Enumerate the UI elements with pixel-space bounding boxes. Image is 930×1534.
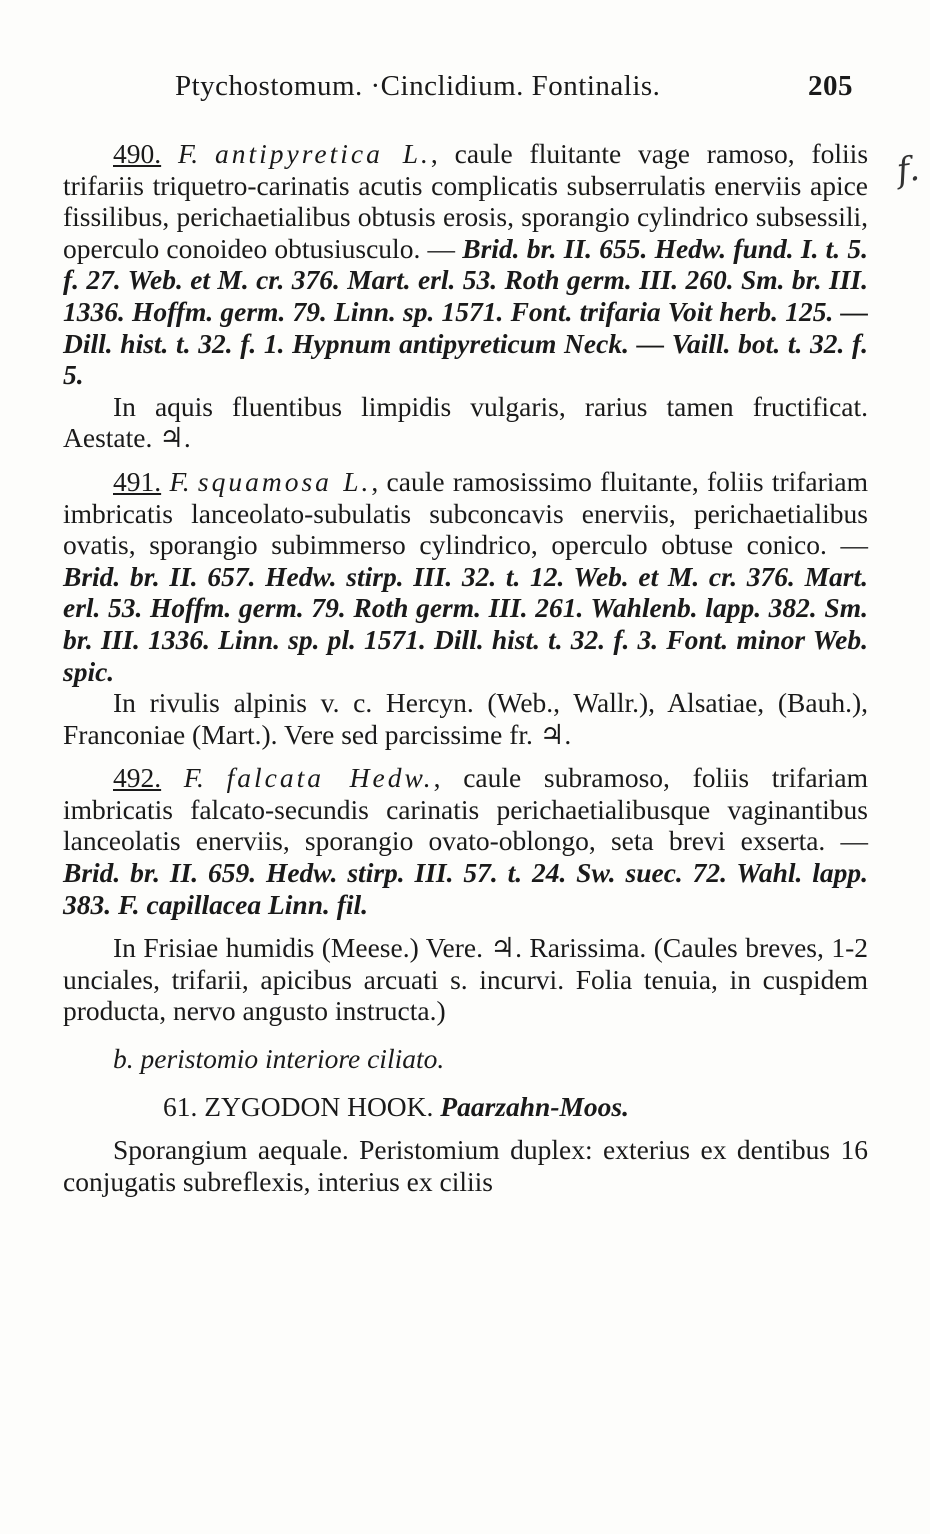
genus-vernacular: Paarzahn-Moos. (440, 1090, 630, 1122)
running-header (175, 70, 875, 103)
references: Brid. br. II. 657. Hedw. stirp. III. 32. t. 12. Web. et M. cr. 376. Mart. erl. 53. Hoffm. germ. 79. Roth germ. III. 261. Wahlenb. lapp. 382. Sm. br. III. 1336. Linn. sp. pl. 1571. Dill. hist. t. 32. f. 3. Font. minor Web. spic. (63, 560, 868, 687)
subsection-heading: b. peristomio interiore ciliato. (113, 1043, 445, 1075)
species-name: squamosa L. (197, 465, 372, 497)
page-body (63, 138, 868, 1197)
references: Brid. br. II. 659. Hedw. stirp. III. 57. t. 24. Sw. suec. 72. Wahl. lapp. 383. F. capillacea Linn. fil. (63, 857, 868, 920)
references: Brid. br. II. 655. Hedw. fund. I. t. 5. f. 27. Web. et M. cr. 376. Mart. erl. 53. Roth germ. III. 260. Sm. br. III. 1336. Hoffm. germ. 79. Linn. sp. 1571. Font. trifaria Voit herb. 125. — Dill. hist. t. 32. f. 1. Hypnum antipyreticum Neck. — Vaill. bot. t. 32. f. 5. (63, 232, 869, 391)
entry-number: 490. (113, 138, 162, 169)
genus-abbr: F. (183, 762, 204, 794)
species-entry (63, 762, 868, 920)
genus-abbr: F. (178, 138, 199, 169)
genus-abbr: F. (169, 465, 190, 497)
habitat-note: In rivulis alpinis v. c. Hercyn. (Web., Wallr.), Alsatiae, (Bauh.), Franconiae (Mart.). Vere sed parcissime fr. ♃. (63, 687, 868, 750)
page-number: 205 (808, 70, 853, 102)
habitat-note: In aquis fluentibus limpidis vulgaris, rarius tamen fructificat. Aestate. ♃. (63, 390, 868, 454)
species-name: falcata Hedw. (226, 762, 434, 794)
species-entry (63, 138, 868, 391)
species-name: antipyretica L. (215, 138, 431, 169)
entry-number: 492. (113, 762, 162, 794)
genus-heading (63, 1091, 868, 1123)
species-diagnosis: , caule ramosissimo fluitante, foliis trifariam imbricatis lanceolato-subulatis subconcavis enerviis, perichaetialibus ovatis, sporangio subimmerso cylindrico, operculo obtuse conico. — (63, 465, 869, 561)
genus-description: Sporangium aequale. Peristomium duplex: exterius ex dentibus 16 conjugatis subreflexis, interius ex ciliis (63, 1134, 868, 1197)
species-diagnosis: , caule subramoso, foliis trifariam imbricatis falcato-secundis carinatis perichaetialibusque vaginantibus lanceolatis enerviis, sporangio ovato-oblongo, seta brevi exserta. — (63, 762, 868, 857)
margin-annotation: f. (894, 148, 922, 192)
running-title: Ptychostomum. ·Cinclidium. Fontinalis. (175, 70, 661, 102)
genus-number: 61. (163, 1090, 198, 1122)
species-entry (63, 466, 868, 687)
habitat-note: In Frisiae humidis (Meese.) Vere. ♃. Rarissima. (Caules breves, 1-2 unciales, trifarii, apicibus arcuati s. incurvi. Folia tenuia, in cuspidem producta, nervo angusto instructa.) (63, 932, 868, 1027)
genus-name: ZYGODON HOOK. (204, 1090, 434, 1122)
species-diagnosis: , caule fluitante vage ramoso, foliis trifariis triquetro-carinatis acutis complicatis subserrulatis enerviis apice fissilibus, perichaetialibus obtusis erosis, sporangio cylindrico subsessili, operculo conoideo obtusiusculo. — (63, 138, 869, 264)
entry-number: 491. (113, 465, 162, 497)
